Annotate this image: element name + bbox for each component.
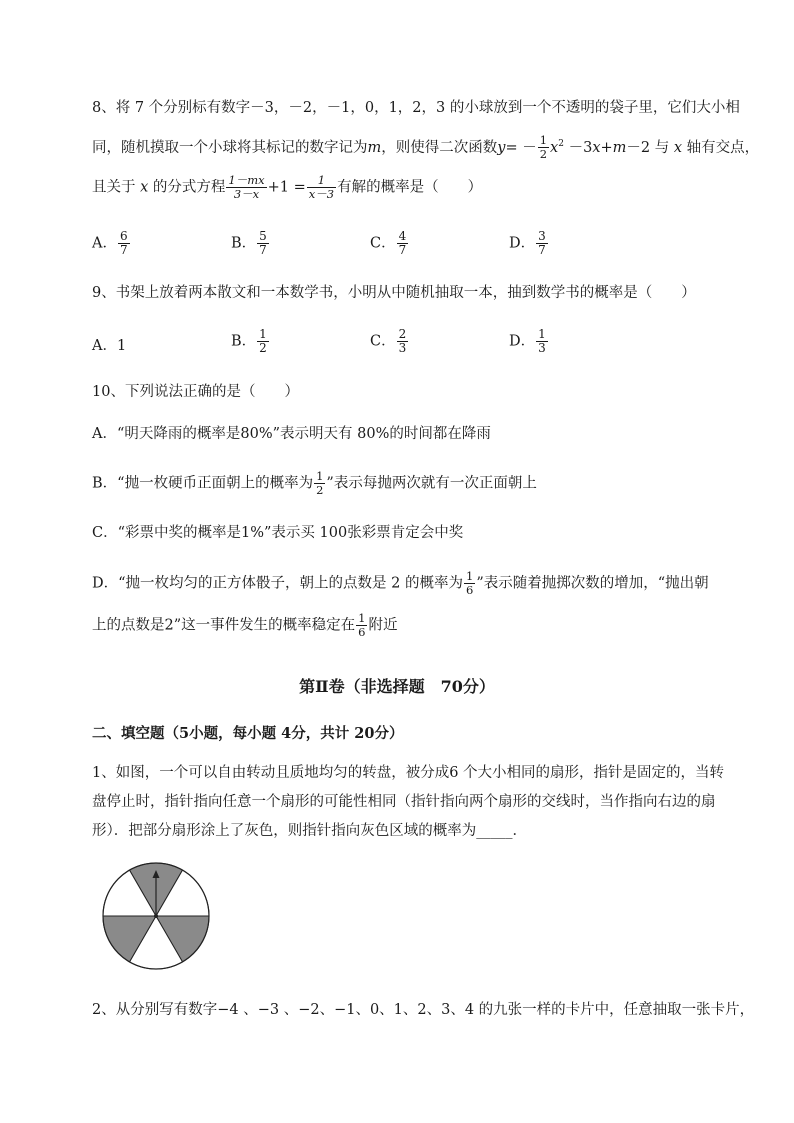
q9-option-c[interactable]: [370, 328, 409, 355]
frac-num: 3: [538, 229, 546, 243]
option-text: 上的点数是2”这一事件发生的概率稳定在: [92, 617, 356, 634]
q9-stem: 9、书架上放着两本散文和一本数学书，小明从中随机抽取一本，抽到数学书的概率是（ ）: [92, 285, 696, 301]
q10-option-b[interactable]: [92, 470, 537, 497]
q8-line-1: 8、将 7 个分别标有数字－3，－2，－1，0，1，2，3 的小球放到一个不透明的袋子里，它们大小相: [92, 100, 740, 116]
frac-num: 1: [539, 133, 548, 148]
option-text: 附近: [368, 617, 398, 634]
frac-num: 1－mx: [228, 173, 265, 187]
frac-num: 1: [316, 469, 324, 483]
var-x: x: [550, 139, 559, 156]
frac-den: 3: [538, 341, 546, 355]
var-x: x: [673, 139, 683, 156]
q8-text: 有解的概率是（ ）: [337, 179, 483, 196]
q8-option-b[interactable]: [231, 230, 270, 257]
frac-den: x－3: [308, 187, 335, 201]
fraction-equation-right: [307, 174, 336, 201]
q8-text: = －: [505, 139, 537, 156]
option-label: D．: [509, 235, 536, 252]
option-label: B．: [231, 235, 257, 252]
frac-num: 1: [538, 327, 546, 341]
q8-text: 且关于: [92, 179, 141, 196]
q8-text: ，则使得二次函数: [381, 139, 498, 156]
frac-num: 1: [358, 611, 366, 625]
part-2-heading: 第Ⅱ卷（非选择题 70分）: [299, 677, 495, 696]
option-label: D．: [509, 333, 536, 350]
q8-text: 轴有交点，: [682, 139, 760, 156]
frac-den: 7: [398, 243, 407, 257]
frac-num: 2: [398, 327, 407, 341]
frac-den: 3: [398, 341, 407, 355]
q8-option-c[interactable]: [370, 230, 409, 257]
var-m: m: [367, 139, 382, 156]
frac-num: 1: [465, 569, 474, 583]
option-text: D．“抛一枚均匀的正方体骰子，朝上的点数是 2 的概率为: [92, 575, 463, 592]
spinner-diagram: [100, 862, 212, 974]
fill-q1-line-3: 形）．把部分扇形涂上了灰色，则指针指向灰色区域的概率为_____．: [92, 823, 527, 839]
fraction-half: [538, 134, 549, 161]
option-label: B．: [231, 333, 257, 350]
fraction-equation-left: [226, 174, 266, 201]
frac-den: 2: [316, 483, 324, 497]
fill-q2-line-1: 2、从分别写有数字−4 、−3 、−2、−1、0、1、2、3、4 的九张一样的卡片中，任意抽取一张卡片，: [92, 1002, 755, 1018]
option-text: ”表示随着抛掷次数的增加，“抛出朝: [476, 575, 709, 592]
q8-option-a[interactable]: [92, 230, 131, 257]
option-label: C．: [370, 235, 396, 252]
frac-den: 6: [465, 583, 474, 597]
q9-option-a[interactable]: A．1: [92, 338, 127, 354]
option-text: ”表示每抛两次就有一次正面朝上: [326, 475, 537, 492]
q8-line-2: [92, 134, 759, 161]
spinner-center: [154, 914, 158, 918]
q8-option-d[interactable]: [509, 230, 549, 257]
q8-text: +: [600, 139, 613, 156]
frac-den: 3－x: [233, 187, 260, 201]
q9-option-b[interactable]: [231, 328, 270, 355]
q10-option-a[interactable]: A．“明天降雨的概率是80%”表示明天有 80%的时间都在降雨: [92, 426, 491, 442]
frac-num: 1: [307, 174, 336, 188]
q10-stem: 10、下列说法正确的是（ ）: [92, 384, 299, 400]
section-fill-in-blank: 二、填空题（5小题，每小题 4分，共计 20分）: [92, 725, 404, 742]
frac-num: 5: [259, 229, 267, 243]
q10-option-c[interactable]: C．“彩票中奖的概率是1%”表示买 100张彩票肯定会中奖: [92, 525, 464, 541]
var-x: x: [140, 179, 149, 196]
q10-option-d[interactable]: [92, 570, 709, 597]
q9-option-d[interactable]: [509, 328, 549, 355]
frac-den: 7: [119, 243, 128, 257]
frac-den: 2: [539, 147, 548, 162]
q8-text: －3: [563, 139, 593, 156]
q8-text: －2 与: [626, 139, 674, 156]
var-m: m: [612, 139, 627, 156]
option-text: B．“抛一枚硬币正面朝上的概率为: [92, 475, 314, 492]
q8-text: +1 =: [267, 179, 306, 196]
frac-den: 6: [358, 625, 366, 639]
option-label: C．: [370, 333, 396, 350]
frac-den: 7: [538, 243, 546, 257]
fill-q1-line-1: 1、如图，一个可以自由转动且质地均匀的转盘，被分成6 个大小相同的扇形，指针是固定的，当转: [92, 765, 725, 781]
q10-option-d-line-2: [92, 612, 397, 639]
frac-den: 2: [259, 341, 267, 355]
q8-line-3: [92, 174, 482, 201]
frac-num: 6: [119, 229, 128, 243]
exponent: 2: [558, 139, 564, 149]
fill-q1-line-2: 盘停止时，指针指向任意一个扇形的可能性相同（指针指向两个扇形的交线时，当作指向右边的扇: [92, 794, 716, 810]
frac-num: 4: [398, 229, 407, 243]
var-y: y: [497, 139, 506, 156]
q8-text: 同，随机摸取一个小球将其标记的数字记为: [92, 139, 368, 156]
frac-den: 7: [259, 243, 267, 257]
option-label: A．: [92, 235, 117, 252]
var-x: x: [592, 139, 601, 156]
q8-text: 的分式方程: [148, 179, 226, 196]
frac-num: 1: [259, 327, 267, 341]
